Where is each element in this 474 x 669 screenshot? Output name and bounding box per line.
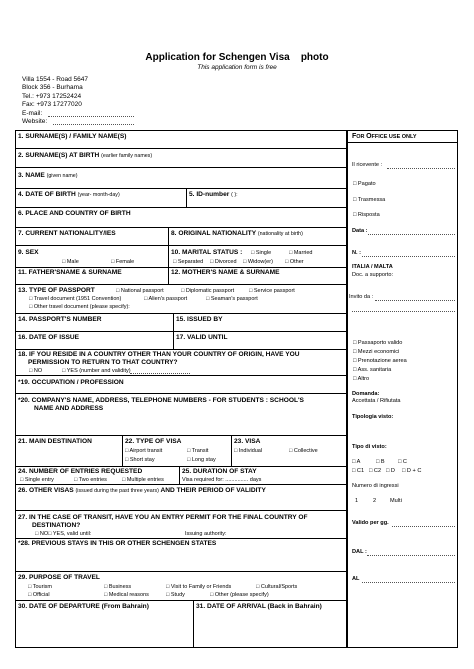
transmitted-checkbox[interactable]: □ Trasmessa (353, 197, 386, 203)
entries-one[interactable]: 1 (355, 498, 359, 504)
application-label: Domanda: (352, 391, 380, 397)
type-c2-checkbox[interactable]: □ C2 (369, 468, 382, 474)
cultural-sports-checkbox[interactable]: □ Cultural/Sports (256, 584, 298, 590)
entries-multi[interactable]: Multi (390, 498, 402, 504)
id-number-label: 5. ID-number ( ): (189, 191, 238, 198)
arrival-date-label: 31. DATE OF ARRIVAL (Back in Bahrain) (196, 603, 322, 610)
previous-stays-label: *28. PREVIOUS STAYS IN THIS OR OTHER SCHENGEN STATES (18, 540, 217, 547)
transit-permit-label: 27. IN THE CASE OF TRANSIT, HAVE YOU AN ENTRY PERMIT FOR THE FINAL COUNTRY OF (18, 514, 308, 521)
diplomatic-passport-checkbox[interactable]: □ Diplomatic passport (181, 288, 235, 294)
entries-two[interactable]: 2 (373, 498, 377, 504)
visa-type-label: 22. TYPE OF VISA (125, 438, 182, 445)
divorced-checkbox[interactable]: □ Divorced (210, 259, 237, 265)
short-stay-checkbox[interactable]: □ Short stay (125, 457, 155, 463)
transit-permit-options[interactable]: □ NO□ YES, valid until: (35, 531, 92, 537)
return-yes-checkbox[interactable]: □ YES (number and validity) (62, 368, 131, 374)
mother-name-label: 12. MOTHER'S NAME & SURNAME (171, 269, 280, 276)
type-a-checkbox[interactable]: □ A (352, 459, 361, 465)
return-no-checkbox[interactable]: □ NO (29, 368, 43, 374)
multiple-entries-checkbox[interactable]: □ Multiple entries (122, 477, 164, 483)
surname-label: 1. SURNAME(S) / FAMILY NAME(S) (18, 133, 127, 140)
type-d-checkbox[interactable]: □ D (386, 468, 395, 474)
occupation-label: *19. OCCUPATION / PROFESSION (18, 379, 124, 386)
travel-document-checkbox[interactable]: □ Travel document (1951 Convention) (29, 296, 122, 302)
individual-checkbox[interactable]: □ Individual (234, 448, 263, 454)
entries-count-label: Numero di ingressi (352, 483, 399, 489)
fax-line: Fax: +973 17277020 (22, 101, 82, 108)
purpose-label: 29. PURPOSE OF TRAVEL (18, 574, 100, 581)
accepted-refused-label: Accettata / Rifiutata (352, 398, 401, 404)
website-label: Website: (22, 118, 48, 125)
form-title: Application for Schengen Visa photo (145, 52, 329, 63)
return-validity-field[interactable] (130, 373, 190, 374)
website-field[interactable] (53, 124, 134, 125)
other-status-checkbox[interactable]: □ Other (285, 259, 304, 265)
date-of-birth-label: 4. DATE OF BIRTH (year- month-day) (18, 191, 120, 198)
type-c-checkbox[interactable]: □ C (398, 459, 407, 465)
female-checkbox[interactable]: □ Female (111, 259, 135, 265)
other-travel-document-checkbox[interactable]: □ Other travel document (please specify): (29, 304, 130, 310)
current-nationality-label: 7. CURRENT NATIONALITY/IES (18, 230, 116, 237)
visa-type-office-label: Tipo di visto: (352, 444, 387, 450)
response-checkbox[interactable]: □ Risposta (353, 212, 380, 218)
from-date-label: DAL : (352, 549, 367, 555)
issued-by-label: 15. ISSUED BY (176, 316, 223, 323)
valid-passport-checkbox[interactable]: □ Passaporto valido (353, 340, 403, 346)
entries-label: 24. NUMBER OF ENTRIES REQUESTED (18, 468, 143, 475)
type-b-checkbox[interactable]: □ B (376, 459, 385, 465)
issuing-authority-field[interactable]: Issuing authority: (185, 531, 227, 537)
other-purpose-checkbox[interactable]: □ Other (please specify) (210, 592, 269, 598)
to-date-label: AL (352, 576, 360, 582)
date-label: Data : (352, 228, 368, 234)
office-use-heading: FOR OFFICE USE ONLY (352, 133, 417, 140)
widower-checkbox[interactable]: □ Widow(er) (243, 259, 273, 265)
service-passport-checkbox[interactable]: □ Service passport (249, 288, 295, 294)
paid-checkbox[interactable]: □ Pagato (353, 181, 376, 187)
transit-checkbox[interactable]: □ Transit (187, 448, 209, 454)
office-use-panel (347, 130, 458, 648)
single-checkbox[interactable]: □ Single (251, 250, 272, 256)
type-c1-checkbox[interactable]: □ C1 (352, 468, 365, 474)
study-checkbox[interactable]: □ Study (166, 592, 185, 598)
country-label: ITALIA / MALTA (352, 264, 393, 270)
duration-label: 25. DURATION OF STAY (182, 468, 257, 475)
medical-checkbox[interactable]: □ Medical reasons (104, 592, 149, 598)
flight-booking-checkbox[interactable]: □ Prenotazione aerea (353, 358, 407, 364)
given-name-label: 3. NAME (given name) (18, 172, 78, 179)
passport-number-label: 14. PASSPORT'S NUMBER (18, 316, 102, 323)
other-visas-label: 26. OTHER VISAS (issued during the past three years) AND THEIR PERIOD OF VALIDITY (18, 487, 266, 494)
family-visit-checkbox[interactable]: □ Visit to Family or Friends (166, 584, 232, 590)
days-required-field[interactable]: Visa required for: ............... days (182, 477, 262, 483)
airport-transit-checkbox[interactable]: □ Airport transit (125, 448, 163, 454)
address-line: Villa 1554 - Road 5647 (22, 76, 89, 83)
separated-checkbox[interactable]: □ Separated (173, 259, 204, 265)
phone-line: Tel.: +973 17252424 (22, 93, 82, 100)
recipient-label: Il ricevente : (352, 162, 383, 168)
departure-date-label: 30. DATE OF DEPARTURE (From Bahrain) (18, 603, 149, 610)
official-checkbox[interactable]: □ Official (28, 592, 50, 598)
tourism-checkbox[interactable]: □ Tourism (28, 584, 53, 590)
transit-permit-label-2: DESTINATION? (32, 522, 81, 529)
financial-means-checkbox[interactable]: □ Mezzi economici (353, 349, 400, 355)
email-label: E-mail: (22, 110, 43, 117)
alien-passport-checkbox[interactable]: □ Alien's passport (144, 296, 188, 302)
valid-days-label: Valido per gg. (352, 520, 389, 526)
sex-label: 9. SEX (18, 249, 39, 256)
father-name-label: 11. FATHER'SNAME & SURNAME (18, 269, 122, 276)
residence-permission-label-2: PERMISSION TO RETURN TO THAT COUNTRY? (28, 359, 178, 366)
company-label: *20. COMPANY'S NAME, ADDRESS, TELEPHONE NUMBERS - FOR STUDENTS : SCHOOL'S (18, 397, 304, 404)
visa-label: 23. VISA (234, 438, 261, 445)
passport-type-label: 13. TYPE OF PASSPORT (18, 287, 95, 294)
national-passport-checkbox[interactable]: □ National passport (116, 288, 164, 294)
other-doc-checkbox[interactable]: □ Altro (353, 376, 370, 382)
place-of-birth-label: 6. PLACE AND COUNTRY OF BIRTH (18, 210, 131, 217)
business-checkbox[interactable]: □ Business (104, 584, 132, 590)
original-nationality-label: 8. ORIGINAL NATIONALITY (nationality at birth) (171, 230, 303, 237)
male-checkbox[interactable]: □ Male (62, 259, 79, 265)
collective-checkbox[interactable]: □ Collective (289, 448, 318, 454)
long-stay-checkbox[interactable]: □ Long stay (187, 457, 216, 463)
marital-status-label: 10. MARITAL STATUS : (171, 249, 243, 256)
email-field[interactable] (48, 116, 134, 117)
main-destination-label: 21. MAIN DESTINATION (18, 438, 92, 445)
visa-typology-label: Tipologia visto: (352, 414, 394, 420)
two-entries-checkbox[interactable]: □ Two entries (74, 477, 107, 483)
married-checkbox[interactable]: □ Married (289, 250, 313, 256)
supporting-docs-label: Doc. a supporto: (352, 272, 394, 278)
single-entry-checkbox[interactable]: □ Single entry (20, 477, 54, 483)
form-subtitle: This application form is free (197, 64, 277, 71)
residence-permission-label: 18. IF YOU RESIDE IN A COUNTRY OTHER THAN YOUR COUNTRY OF ORIGIN, HAVE YOU (18, 351, 300, 358)
date-of-issue-label: 16. DATE OF ISSUE (18, 334, 80, 341)
photo-label: photo (300, 52, 329, 63)
valid-until-label: 17. VALID UNTIL (176, 334, 228, 341)
seaman-passport-checkbox[interactable]: □ Seaman's passport (206, 296, 258, 302)
address-line: Block 356 - Burhama (22, 84, 83, 91)
type-dc-checkbox[interactable]: □ D + C (402, 468, 422, 474)
health-insurance-checkbox[interactable]: □ Ass. sanitaria (353, 367, 392, 373)
number-label: N. : (352, 250, 362, 256)
invitation-label: Invito da : (349, 294, 374, 300)
company-label-2: NAME AND ADDRESS (34, 405, 104, 412)
surname-at-birth-label: 2. SURNAME(S) AT BIRTH (earlier family names) (18, 152, 153, 159)
